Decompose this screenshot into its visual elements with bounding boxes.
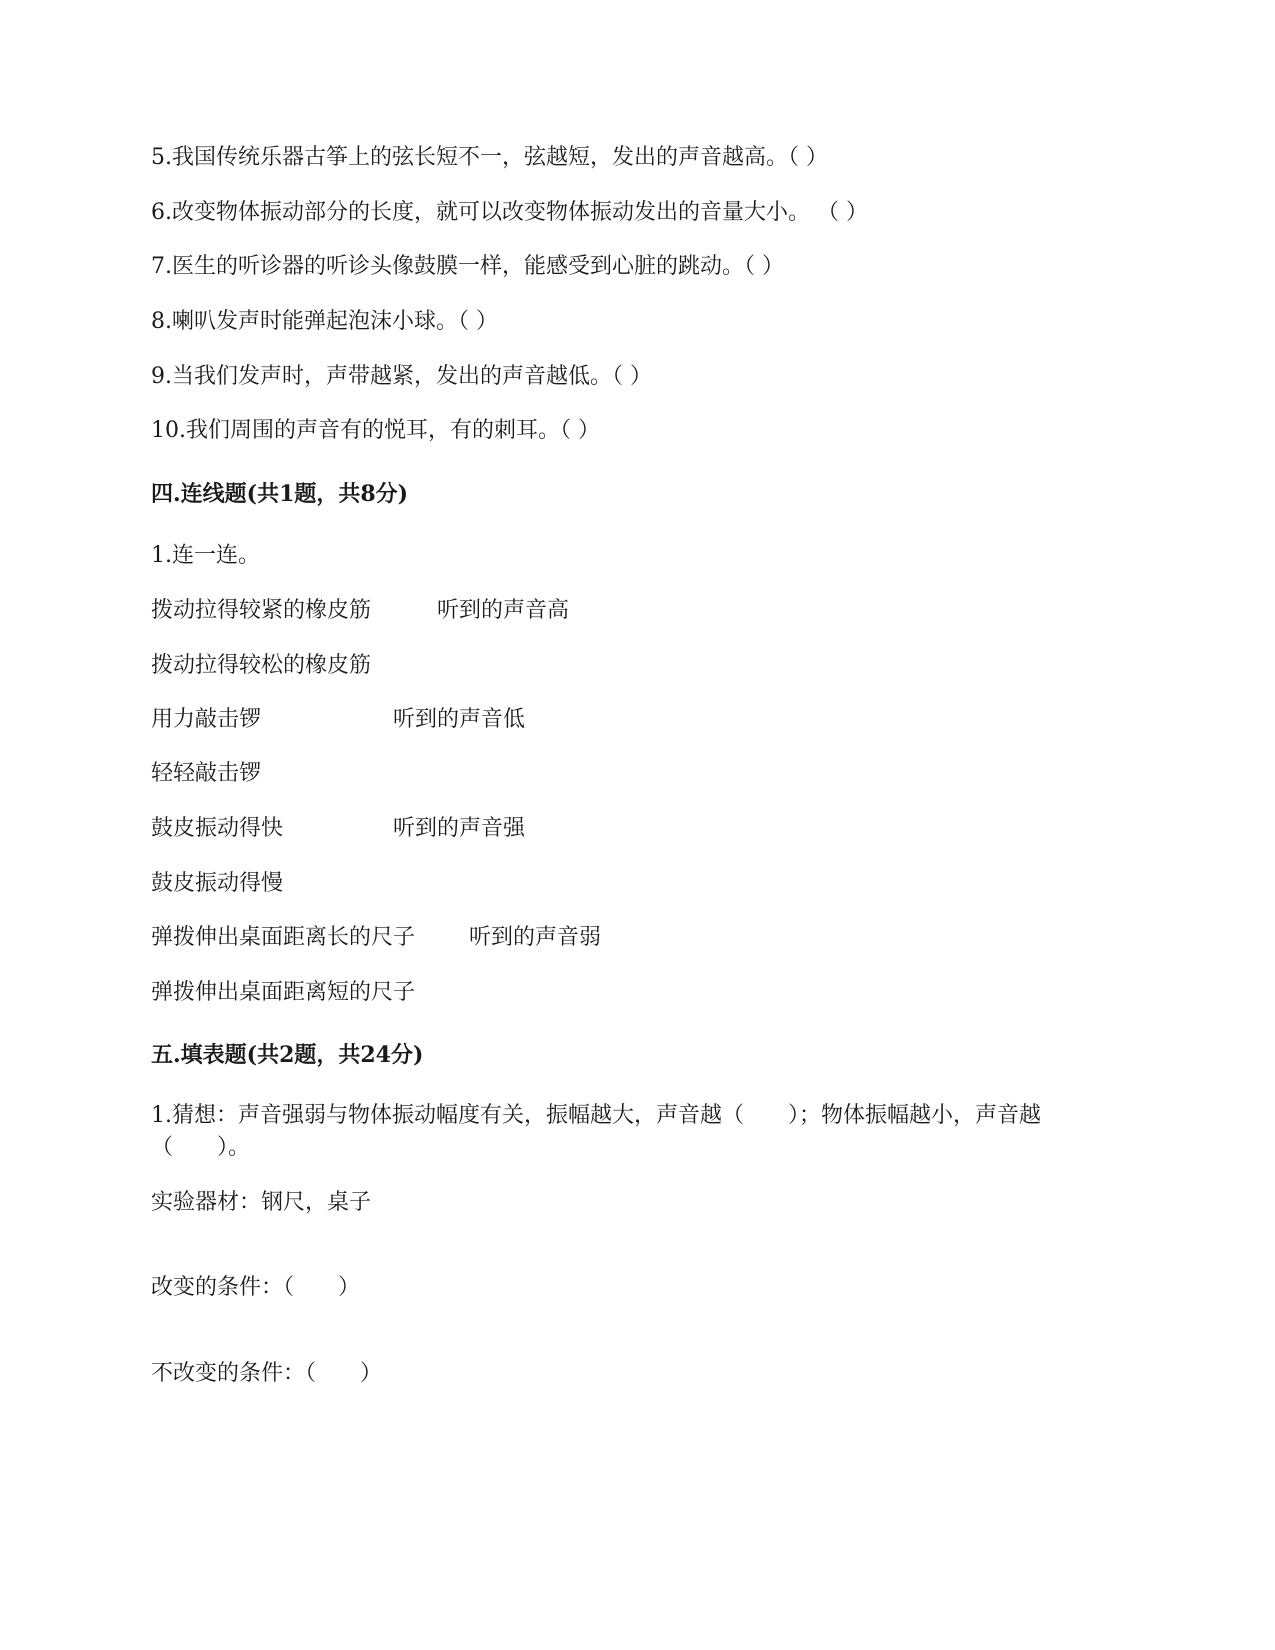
matching-right-item: 听到的声音高 [437, 598, 570, 623]
matching-left-item: 弹拨伸出桌面距离短的尺子 [151, 980, 416, 1005]
matching-left-item: 拨动拉得较松的橡皮筋 [151, 653, 372, 678]
judgment-item-7: 7.医生的听诊器的听诊头像鼓膜一样，能感受到心脏的跳动。（ ） [151, 254, 784, 279]
matching-left-item: 鼓皮振动得快 [151, 816, 284, 841]
matching-left-item: 用力敲击锣 [151, 707, 262, 732]
section-heading-table: 五.填表题(共2题，共24分) [151, 1042, 424, 1068]
table-question: 1.猜想：声音强弱与物体振动幅度有关，振幅越大，声音越（ ）；物体振幅越小，声音越（ ）。 [151, 1103, 1041, 1160]
section-heading-matching: 四.连线题(共1题，共8分) [151, 481, 409, 507]
matching-left-item: 拨动拉得较紧的橡皮筋 [151, 598, 372, 623]
matching-left-item: 弹拨伸出桌面距离长的尺子 [151, 925, 416, 950]
judgment-item-5: 5.我国传统乐器古筝上的弦长短不一，弦越短，发出的声音越高。（ ） [151, 145, 828, 170]
judgment-item-9: 9.当我们发声时，声带越紧，发出的声音越低。（ ） [151, 364, 652, 389]
matching-right-item: 听到的声音强 [393, 816, 526, 841]
materials-line: 实验器材：钢尺，桌子 [151, 1190, 372, 1215]
matching-question: 1.连一连。 [151, 543, 260, 568]
judgment-item-8: 8.喇叭发声时能弹起泡沫小球。（ ） [151, 309, 498, 334]
matching-left-item: 鼓皮振动得慢 [151, 871, 284, 896]
matching-left-item: 轻轻敲击锣 [151, 761, 262, 786]
judgment-item-6: 6.改变物体振动部分的长度，就可以改变物体振动发出的音量大小。 （ ） [151, 200, 868, 225]
unchanged-condition: 不改变的条件：（ ） [151, 1361, 383, 1386]
judgment-item-10: 10.我们周围的声音有的悦耳，有的刺耳。（ ） [151, 418, 600, 443]
changed-condition: 改变的条件：（ ） [151, 1275, 361, 1300]
matching-right-item: 听到的声音弱 [469, 925, 602, 950]
matching-right-item: 听到的声音低 [393, 707, 526, 732]
